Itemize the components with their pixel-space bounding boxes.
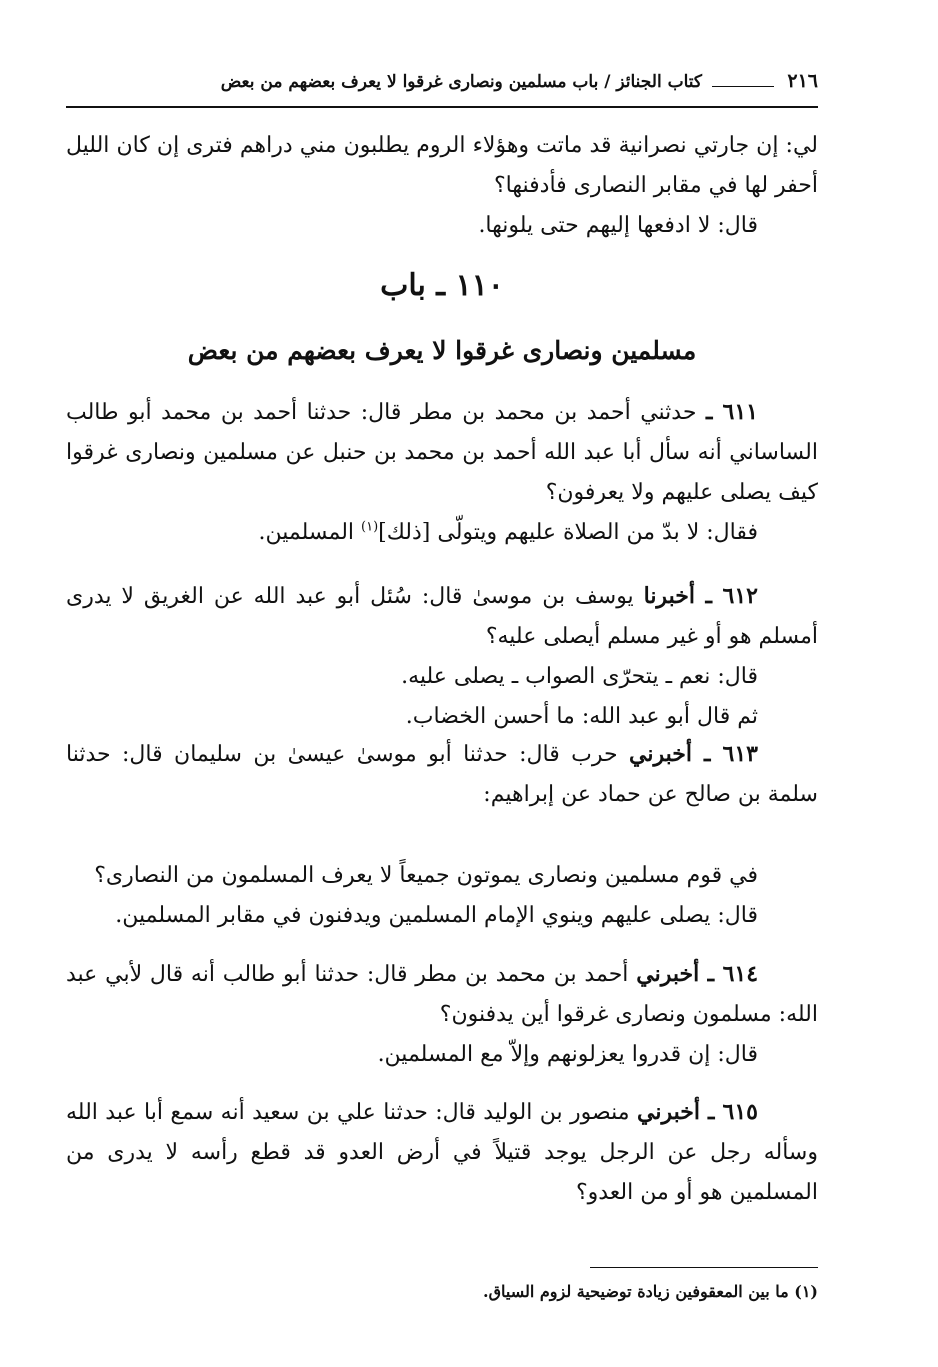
hadith-612-answer-1: قال: نعم ـ يتحرّى الصواب ـ يصلى عليه. <box>401 664 758 689</box>
intro-answer: قال: لا ادفعها إليهم حتى يلونها. <box>478 213 758 238</box>
hadith-612-number: ٦١٢ ـ أخبرنا <box>643 583 758 609</box>
hadith-611-answer-b: المسلمين. <box>258 520 362 545</box>
hadith-613-number: ٦١٣ ـ أخبرني <box>629 741 758 767</box>
intro-paragraph <box>66 126 818 246</box>
hadith-615-text: منصور بن الوليد قال: حدثنا علي بن سعيد أنه سمع أبا عبد الله وسأله رجل عن الرجل يوجد قتيلاً في أرض العدو قد قطع رأسه لا يدرى من المسلمين هو أو من العدو؟ <box>66 1100 818 1205</box>
hadith-611-number: ٦١١ ـ <box>705 399 758 425</box>
hadith-614 <box>66 954 818 1075</box>
hadith-615 <box>66 1092 818 1213</box>
hadith-614-text: أحمد بن محمد بن مطر قال: حدثنا أبو طالب أنه قال لأبي عبد الله: مسلمون ونصارى غرقوا أين يدفنون؟ <box>66 962 818 1027</box>
hadith-611 <box>66 392 818 553</box>
footnote-separator <box>590 1267 818 1268</box>
hadith-611-answer <box>66 513 818 553</box>
hadith-613-qa <box>66 856 818 936</box>
running-header <box>66 66 818 108</box>
running-title: كتاب الجنائز / باب مسلمين ونصارى غرقوا لا يعرف بعضهم من بعض <box>220 72 702 92</box>
hadith-611-answer-a: فقال: لا بدّ من الصلاة عليهم ويتولّى [ذلك] <box>378 520 758 545</box>
hadith-612-answer-2: ثم قال أبو عبد الله: ما أحسن الخضاب. <box>405 704 758 729</box>
hadith-611-text: حدثني أحمد بن محمد بن مطر قال: حدثنا أحمد بن محمد أبو طالب الساساني أنه سأل أبا عبد الله أحمد بن محمد بن حنبل عن مسلمين ونصارى غرقوا كيف يصلى عليهم ولا يعرفون؟ <box>66 400 818 505</box>
hadith-613 <box>66 734 818 815</box>
hadith-613-text: حرب قال: حدثنا أبو موسىٰ عيسىٰ بن سليمان قال: حدثنا سلمة بن صالح عن حماد عن إبراهيم: <box>66 742 818 807</box>
hadith-613-question: في قوم مسلمين ونصارى يموتون جميعاً لا يعرف المسلمون من النصارى؟ <box>94 863 758 888</box>
header-dash-rule <box>712 86 774 87</box>
footnote-marker: (١) <box>361 519 379 535</box>
intro-text: لي: إن جارتي نصرانية قد ماتت وهؤلاء الروم يطلبون مني دراهم فترى إن كان الليل أحفر لها في مقابر النصارى فأدفنها؟ <box>66 133 818 198</box>
hadith-614-number: ٦١٤ ـ أخبرني <box>636 961 759 987</box>
hadith-614-answer: قال: إن قدروا يعزلونهم وإلاّ مع المسلمين. <box>377 1042 758 1067</box>
hadith-612 <box>66 576 818 737</box>
hadith-612-text: يوسف بن موسىٰ قال: سُئل أبو عبد الله عن الغريق لا يدرى أمسلم هو أو غير مسلم أيصلى عليه؟ <box>66 584 818 649</box>
hadith-615-number: ٦١٥ ـ أخبرني <box>636 1099 758 1125</box>
chapter-title: مسلمين ونصارى غرقوا لا يعرف بعضهم من بعض <box>187 336 697 365</box>
hadith-613-answer: قال: يصلى عليهم وينوي الإمام المسلمين ويدفنون في مقابر المسلمين. <box>115 903 758 928</box>
chapter-number: ١١٠ ـ باب <box>380 268 504 303</box>
page-number: ٢١٦ <box>787 70 818 92</box>
footnote: (١) ما بين المعقوفين زيادة توضيحية لزوم السياق. <box>483 1282 818 1301</box>
